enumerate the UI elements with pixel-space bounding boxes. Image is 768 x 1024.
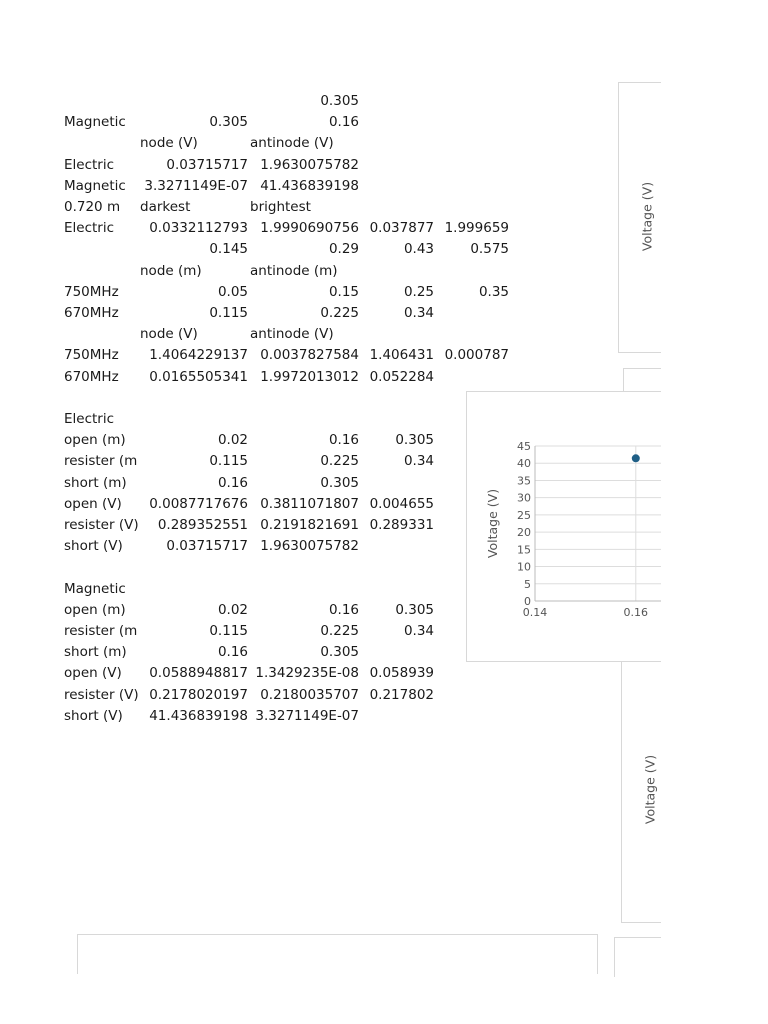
sheet-cell[interactable]: 1.9630075782 <box>260 538 359 555</box>
data-point <box>632 454 640 462</box>
sheet-cell[interactable]: open (V) <box>64 495 122 512</box>
chart-bottom-y-axis-label: Voltage (V) <box>642 754 658 825</box>
sheet-row <box>0 430 520 451</box>
sheet-cell[interactable]: 0.305 <box>320 474 359 491</box>
sheet-cell[interactable]: 41.436839198 <box>260 177 359 194</box>
sheet-cell[interactable]: 0.0332112793 <box>149 220 248 237</box>
sheet-cell[interactable]: antinode (V) <box>250 326 334 343</box>
sheet-cell[interactable]: 1.406431 <box>369 347 434 364</box>
sheet-cell[interactable]: darkest <box>140 199 191 215</box>
y-tick-label: 35 <box>517 474 531 488</box>
sheet-cell[interactable]: 1.4064229137 <box>149 347 248 364</box>
sheet-cell[interactable]: 0.305 <box>320 93 359 109</box>
sheet-cell[interactable]: 0.115 <box>209 305 248 321</box>
sheet-cell[interactable]: 0.2178020197 <box>149 686 248 703</box>
y-tick-label: 45 <box>517 440 531 453</box>
sheet-cell[interactable]: 0.575 <box>470 241 509 258</box>
sheet-cell[interactable]: resister (V) <box>64 686 139 703</box>
sheet-cell[interactable]: node (V) <box>140 326 198 343</box>
sheet-cell[interactable]: node (V) <box>140 135 198 152</box>
sheet-row <box>0 282 520 303</box>
sheet-cell[interactable]: 0.225 <box>320 623 359 639</box>
sheet-row <box>0 663 520 684</box>
y-tick-label: 15 <box>517 543 531 557</box>
sheet-cell[interactable]: 1.999659 <box>444 220 509 237</box>
sheet-cell[interactable]: 0.34 <box>403 453 434 470</box>
sheet-row <box>0 345 520 366</box>
sheet-cell[interactable]: 0.058939 <box>369 665 434 682</box>
sheet-cell[interactable]: 0.02 <box>217 432 248 449</box>
sheet-cell[interactable]: 0.02 <box>217 601 248 618</box>
sheet-row <box>0 91 520 112</box>
sheet-row <box>0 324 520 345</box>
sheet-cell[interactable]: Magnetic <box>64 580 126 597</box>
sheet-row <box>0 557 520 578</box>
y-tick-label: 20 <box>517 526 531 540</box>
sheet-cell[interactable]: short (m) <box>64 474 127 491</box>
sheet-cell[interactable]: 0.225 <box>320 305 359 321</box>
sheet-cell[interactable]: 0.25 <box>403 283 434 300</box>
sheet-cell[interactable]: 3.3271149E-07 <box>255 707 359 724</box>
sheet-cell[interactable]: 0.29 <box>328 241 359 258</box>
sheet-row <box>0 155 520 176</box>
sheet-row <box>0 642 520 663</box>
sheet-cell[interactable]: 0.34 <box>403 623 434 639</box>
y-tick-label: 5 <box>524 577 531 591</box>
sheet-cell[interactable]: 0.145 <box>209 241 248 258</box>
sheet-cell[interactable]: resister (V) <box>64 517 139 533</box>
x-tick-label: 0.14 <box>522 606 548 619</box>
sheet-cell[interactable]: 0.000787 <box>444 347 509 364</box>
sheet-row <box>0 133 520 154</box>
sheet-cell[interactable]: 41.436839198 <box>149 707 248 724</box>
sheet-row <box>0 197 520 218</box>
sheet-row <box>0 176 520 197</box>
y-tick-label: 0 <box>524 595 531 608</box>
sheet-cell[interactable]: resister (m <box>64 623 138 639</box>
sheet-cell[interactable]: 750MHz <box>64 347 119 364</box>
sheet-cell[interactable]: node (m) <box>140 262 202 279</box>
sheet-cell[interactable]: 0.225 <box>320 453 359 470</box>
sheet-cell[interactable]: 0.2180035707 <box>260 686 359 703</box>
sheet-cell[interactable]: short (V) <box>64 707 123 724</box>
x-tick-label: 0.16 <box>623 606 649 619</box>
sheet-cell[interactable]: antinode (V) <box>250 135 334 152</box>
sheet-row <box>0 473 520 494</box>
y-tick-label: 30 <box>517 491 531 505</box>
sheet-cell[interactable]: 750MHz <box>64 283 119 300</box>
sheet-cell[interactable]: 0.16 <box>328 114 359 131</box>
sheet-cell[interactable]: Electric <box>64 411 115 427</box>
sheet-row <box>0 600 520 621</box>
sheet-cell[interactable]: 0.43 <box>403 241 434 258</box>
sheet-cell[interactable]: 0.115 <box>209 453 248 470</box>
sheet-row <box>0 515 520 536</box>
sheet-row <box>0 706 520 727</box>
sheet-cell[interactable]: 0.289331 <box>369 517 434 533</box>
sheet-cell[interactable]: 0.03715717 <box>166 156 248 173</box>
sheet-row <box>0 409 520 430</box>
sheet-cell[interactable]: 0.305 <box>395 432 434 449</box>
sheet-cell[interactable]: 1.3429235E-08 <box>255 665 359 682</box>
sheet-cell[interactable]: 0.052284 <box>369 368 434 385</box>
sheet-cell[interactable]: 0.305 <box>395 601 434 618</box>
sheet-cell[interactable]: 0.2191821691 <box>260 517 359 533</box>
sheet-cell[interactable]: open (m) <box>64 432 126 449</box>
sheet-cell[interactable]: resister (m <box>64 453 138 470</box>
sheet-cell[interactable]: 0.0588948817 <box>149 665 248 682</box>
sheet-cell[interactable]: 0.05 <box>217 283 248 300</box>
sheet-cell[interactable]: open (m) <box>64 601 126 618</box>
sheet-row <box>0 239 520 260</box>
sheet-cell[interactable]: 3.3271149E-07 <box>144 177 248 194</box>
sheet-cell[interactable]: Magnetic <box>64 114 126 131</box>
footer-panel-left <box>77 934 598 974</box>
sheet-cell[interactable]: 1.9972013012 <box>260 368 359 385</box>
sheet-cell[interactable]: short (V) <box>64 538 123 555</box>
sheet-cell[interactable]: 0.0165505341 <box>149 368 248 385</box>
sheet-cell[interactable]: Electric <box>64 156 115 173</box>
sheet-row <box>0 621 520 642</box>
sheet-cell[interactable]: Magnetic <box>64 177 126 194</box>
sheet-row <box>0 494 520 515</box>
sheet-cell[interactable]: 0.03715717 <box>166 538 248 555</box>
sheet-cell[interactable]: 0.305 <box>209 114 248 131</box>
sheet-row <box>0 218 520 239</box>
sheet-cell[interactable]: 0.15 <box>328 283 359 300</box>
sheet-cell[interactable]: 0.16 <box>328 432 359 449</box>
sheet-cell[interactable]: 0.16 <box>217 644 248 661</box>
sheet-row <box>0 367 520 388</box>
sheet-row <box>0 303 520 324</box>
sheet-row <box>0 451 520 472</box>
viewport-edge <box>661 0 768 1024</box>
sheet-cell[interactable]: 0.217802 <box>369 686 434 703</box>
sheet-row <box>0 685 520 706</box>
sheet-cell[interactable]: 1.9630075782 <box>260 156 359 173</box>
sheet-row <box>0 261 520 282</box>
chart-top-y-axis-label: Voltage (V) <box>639 181 655 252</box>
sheet-cell[interactable]: antinode (m) <box>250 262 338 279</box>
sheet-cell[interactable]: 0.0087717676 <box>149 495 248 512</box>
sheet-cell[interactable]: Electric <box>64 220 115 237</box>
y-tick-label: 40 <box>517 457 531 471</box>
y-axis-label: Voltage (V) <box>485 488 500 559</box>
sheet-cell[interactable]: 0.35 <box>478 283 509 300</box>
sheet-cell[interactable]: 0.16 <box>328 601 359 618</box>
sheet-row <box>0 579 520 600</box>
sheet-row <box>0 536 520 557</box>
sheet-cell[interactable]: 1.9990690756 <box>260 220 359 237</box>
sheet-cell[interactable]: 0.3811071807 <box>260 495 359 512</box>
sheet-cell[interactable]: 0.037877 <box>369 220 434 237</box>
sheet-cell[interactable]: 670MHz <box>64 305 119 321</box>
sheet-row <box>0 112 520 133</box>
sheet-cell[interactable]: brightest <box>250 199 311 215</box>
sheet-cell[interactable]: 0.0037827584 <box>260 347 359 364</box>
sheet-cell[interactable]: short (m) <box>64 644 127 661</box>
sheet-cell[interactable]: open (V) <box>64 665 122 682</box>
sheet-cell[interactable]: 670MHz <box>64 368 119 385</box>
sheet-cell[interactable]: 0.16 <box>217 474 248 491</box>
y-tick-label: 25 <box>517 508 531 522</box>
sheet-cell[interactable]: 0.004655 <box>369 495 434 512</box>
sheet-cell[interactable]: 0.115 <box>209 623 248 639</box>
y-tick-label: 10 <box>517 560 531 574</box>
sheet-cell[interactable]: 0.289352551 <box>157 517 248 533</box>
sheet-row <box>0 388 520 409</box>
sheet-cell[interactable]: 0.305 <box>320 644 359 661</box>
sheet-cell[interactable]: 0.34 <box>403 305 434 321</box>
sheet-cell[interactable]: 0.720 m <box>64 199 121 215</box>
